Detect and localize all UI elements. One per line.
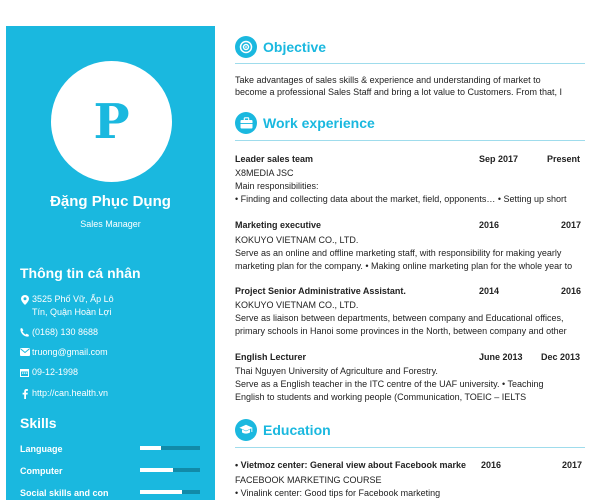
candidate-title: Sales Manager <box>80 219 141 229</box>
avatar <box>51 61 172 182</box>
phone-row <box>17 326 98 339</box>
objective-line-2: become a professional Sales Staff and bring a lot value to Customers. From that, I <box>235 87 563 97</box>
calendar-icon <box>17 366 32 377</box>
skill-fill <box>140 446 161 450</box>
job-desc-line-1: Main responsibilities: <box>235 181 319 191</box>
skill-bar-language <box>140 446 200 450</box>
job-start-date: 2016 <box>479 220 500 230</box>
job-end-date: Present <box>547 154 581 164</box>
job-start-date: 2014 <box>479 286 500 296</box>
education-heading: Education <box>263 422 331 438</box>
job-start-date: Sep 2017 <box>479 154 519 164</box>
education-title: • Vietmoz center: General view about Facebook marke <box>235 460 467 470</box>
job-desc-line-2: marketing plan for the company. • Making online marketing plan for the whole year to <box>235 261 573 271</box>
candidate-name: Đặng Phục Dụng <box>50 193 171 210</box>
job-title: Leader sales team <box>235 154 314 164</box>
job-company: KOKUYO VIETNAM CO., LTD. <box>235 300 359 310</box>
job-desc-line-1: Serve as a English teacher in the ITC centre of the UAF university. • Teaching <box>235 379 544 389</box>
skill-label-social: Social skills and con <box>20 488 109 498</box>
job-title: English Lecturer <box>235 352 307 362</box>
skill-fill <box>140 490 182 494</box>
job-end-date: 2016 <box>561 286 582 296</box>
objective-section-title <box>235 36 326 58</box>
website-link[interactable]: http://can.health.vn <box>32 388 109 398</box>
job-end-date: 2017 <box>561 220 582 230</box>
mail-icon <box>17 346 32 356</box>
address-row <box>17 293 114 319</box>
work-divider <box>235 140 585 141</box>
skill-bar-social <box>140 490 200 494</box>
job-company: Thai Nguyen University of Agriculture and Forestry. <box>235 366 438 376</box>
briefcase-icon <box>235 112 257 134</box>
work-heading: Work experience <box>263 115 375 131</box>
objective-divider <box>235 63 585 64</box>
job-company: KOKUYO VIETNAM CO., LTD. <box>235 235 359 245</box>
facebook-icon <box>17 387 32 399</box>
address-line-2: Tín, Quận Hoàn Lợi <box>32 307 112 317</box>
graduation-cap-icon <box>235 419 257 441</box>
birthday-text: 09-12-1998 <box>32 367 79 377</box>
email-row <box>17 346 108 359</box>
job-start-date: June 2013 <box>479 352 523 362</box>
email-text: truong@gmail.com <box>32 347 108 357</box>
job-desc-line-2: • Finding and collecting data about the market, field, opponents… • Setting up short <box>235 194 567 204</box>
job-desc-line-1: Serve as liaison between departments, between company and Educational offices, <box>235 313 564 323</box>
education-line-2: • Vinalink center: Good tips for Facebook marketing <box>235 488 441 498</box>
skill-bar-computer <box>140 468 200 472</box>
education-start-date: 2016 <box>481 460 502 470</box>
phone-icon <box>17 326 32 337</box>
job-title: Project Senior Administrative Assistant. <box>235 286 406 296</box>
education-section-title <box>235 419 331 441</box>
skills-heading: Skills <box>20 415 57 431</box>
skill-label-computer: Computer <box>20 466 63 476</box>
job-desc-line-2: English to students and working people (Communication, TOEIC – IELTS <box>235 392 527 402</box>
target-icon <box>235 36 257 58</box>
education-divider <box>235 447 585 448</box>
job-desc-line-2: primary schools in Hanoi some provinces in the North, between company and other <box>235 326 567 336</box>
objective-heading: Objective <box>263 39 327 55</box>
job-desc-line-1: Serve as an online and offline marketing staff, with responsibility for making yearly <box>235 248 562 258</box>
map-pin-icon <box>17 293 32 305</box>
phone-text: (0168) 130 8688 <box>32 327 99 337</box>
personal-info-heading: Thông tin cá nhân <box>20 265 141 281</box>
avatar-initial: P <box>93 93 130 150</box>
objective-line-1: Take advantages of sales skills & experience and understanding of market to <box>235 75 541 85</box>
job-company: X8MEDIA JSC <box>235 168 294 178</box>
sidebar <box>6 26 215 500</box>
address-line-1: 3525 Phố Vữ, Ấp Lô <box>32 294 114 304</box>
birthday-row <box>17 366 78 379</box>
skill-label-language: Language <box>20 444 63 454</box>
job-end-date: Dec 2013 <box>541 352 581 362</box>
education-line-1: FACEBOOK MARKETING COURSE <box>235 475 382 485</box>
work-section-title <box>235 112 375 134</box>
skill-fill <box>140 468 173 472</box>
job-title: Marketing executive <box>235 220 322 230</box>
address-text <box>32 293 114 319</box>
website-row <box>17 387 108 400</box>
education-end-date: 2017 <box>562 460 583 470</box>
